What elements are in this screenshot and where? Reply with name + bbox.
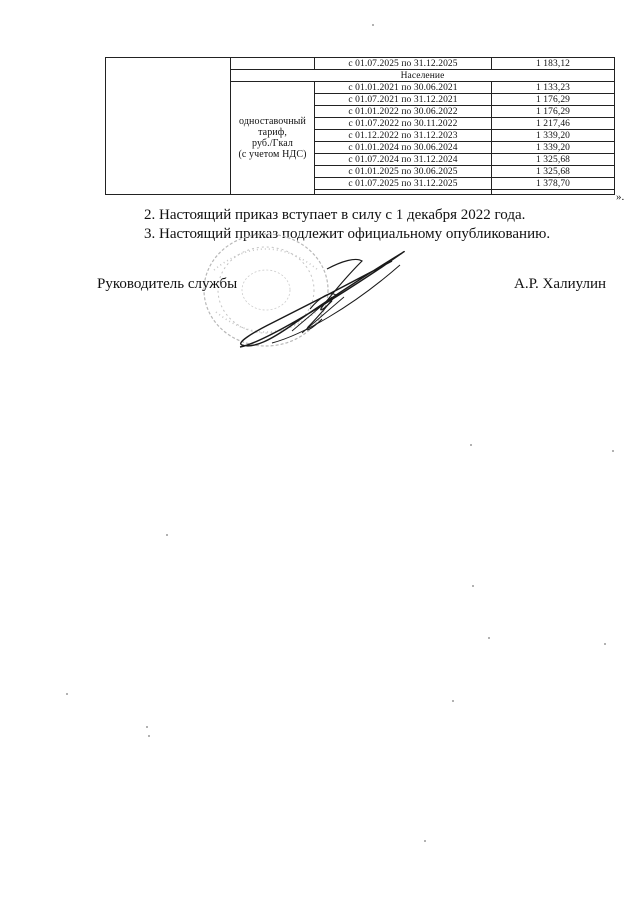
scan-speck <box>470 444 472 446</box>
value-cell: 1 339,20 <box>492 142 615 154</box>
closing-quote: ». <box>616 191 625 203</box>
period-cell: с 01.01.2025 по 30.06.2025 <box>315 166 492 178</box>
signatory-title: Руководитель службы <box>97 276 238 292</box>
value-cell: 1 339,20 <box>492 130 615 142</box>
period-cell: с 01.07.2022 по 30.11.2022 <box>315 118 492 130</box>
period-cell: с 01.01.2022 по 30.06.2022 <box>315 106 492 118</box>
scan-speck <box>146 726 148 728</box>
period-cell: с 01.07.2025 по 31.12.2025 <box>315 178 492 190</box>
period-cell: с 01.07.2021 по 31.12.2021 <box>315 94 492 106</box>
handwritten-signature <box>232 247 412 357</box>
table-blank-cell <box>106 58 231 195</box>
order-item-3: 3. Настоящий приказ подлежит официальному опубликованию. <box>144 226 551 242</box>
period-cell: с 01.12.2022 по 31.12.2023 <box>315 130 492 142</box>
period-cell: с 01.01.2024 по 30.06.2024 <box>315 142 492 154</box>
scan-speck <box>612 450 614 452</box>
consumer-label-line: тариф, <box>258 127 287 138</box>
table-row <box>106 58 615 70</box>
value-cell: 1 217,46 <box>492 118 615 130</box>
scan-speck <box>424 840 426 842</box>
section-header-population: Население <box>231 70 615 82</box>
value-cell: 1 183,12 <box>492 58 615 70</box>
scan-speck <box>166 534 168 536</box>
table-filler-cell <box>315 190 492 195</box>
signatory-name: А.Р. Халиулин <box>514 276 607 292</box>
consumer-label-line: одноставочный <box>239 116 306 127</box>
value-cell: 1 325,68 <box>492 154 615 166</box>
scan-speck <box>604 643 606 645</box>
period-cell: с 01.07.2025 по 31.12.2025 <box>315 58 492 70</box>
consumer-label-line: (с учетом НДС) <box>238 149 307 160</box>
period-cell: с 01.01.2021 по 30.06.2021 <box>315 82 492 94</box>
value-cell: 1 176,29 <box>492 106 615 118</box>
value-cell: 1 325,68 <box>492 166 615 178</box>
scan-speck <box>66 693 68 695</box>
scan-speck <box>372 24 374 26</box>
period-cell: с 01.07.2024 по 31.12.2024 <box>315 154 492 166</box>
table-blank-cell <box>231 58 315 70</box>
consumer-label-cell <box>231 82 315 195</box>
consumer-label-line: руб./Гкал <box>251 138 293 149</box>
value-cell: 1 378,70 <box>492 178 615 190</box>
order-item-2: 2. Настоящий приказ вступает в силу с 1 декабря 2022 года. <box>144 207 526 223</box>
scan-speck <box>472 585 474 587</box>
tariff-table <box>105 57 615 195</box>
scan-speck <box>488 637 490 639</box>
value-cell: 1 133,23 <box>492 82 615 94</box>
scan-speck <box>452 700 454 702</box>
scan-speck <box>148 735 150 737</box>
value-cell: 1 176,29 <box>492 94 615 106</box>
table-filler-cell <box>492 190 615 195</box>
